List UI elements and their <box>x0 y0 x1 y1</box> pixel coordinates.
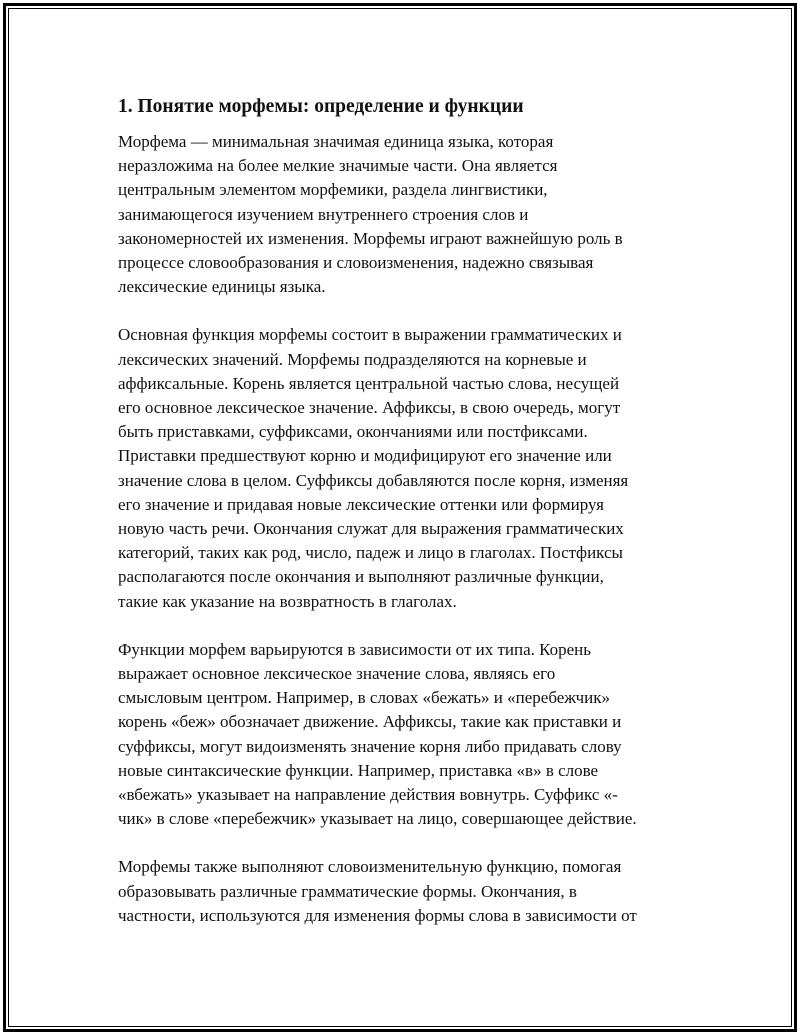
text-line: Основная функция морфемы состоит в выражении грамматических и <box>118 325 622 345</box>
text-line: категорий, таких как род, число, падеж и лицо в глаголах. Постфиксы <box>118 543 623 563</box>
text-line: лексических значений. Морфемы подразделяются на корневые и <box>118 349 587 369</box>
text-line: его основное лексическое значение. Аффиксы, в свою очередь, могут <box>118 398 621 418</box>
paragraph-2 <box>118 323 688 613</box>
text-line: неразложима на более мелкие значимые части. Она является <box>118 156 558 176</box>
text-line: частности, используются для изменения формы слова в зависимости от <box>118 905 637 925</box>
text-line: Функции морфем варьируются в зависимости от их типа. Корень <box>118 639 592 659</box>
text-line: располагаются после окончания и выполняют различные функции, <box>118 567 604 587</box>
text-line: лексические единицы языка. <box>118 277 326 297</box>
text-line: «вбежать» указывает на направление действия вовнутрь. Суффикс «- <box>118 785 618 805</box>
paragraph-3 <box>118 638 688 832</box>
text-line: выражает основное лексическое значение слова, являясь его <box>118 664 556 684</box>
text-line: значение слова в целом. Суффиксы добавляются после корня, изменяя <box>118 470 629 490</box>
paragraph-1 <box>118 130 688 299</box>
text-line: Морфема — минимальная значимая единица языка, которая <box>118 132 554 151</box>
text-line: его значение и придавая новые лексические оттенки или формируя <box>118 494 604 514</box>
text-line: занимающегося изучением внутреннего строения слов и <box>118 204 529 224</box>
text-line: новые синтаксические функции. Например, приставка «в» в слове <box>118 760 599 780</box>
document-body <box>118 94 688 952</box>
text-line: образовывать различные грамматические формы. Окончания, в <box>118 881 577 901</box>
text-line: центральным элементом морфемики, раздела лингвистики, <box>118 180 548 200</box>
text-line: Приставки предшествуют корню и модифицируют его значение или <box>118 446 612 466</box>
text-line: процессе словообразования и словоизменения, надежно связывая <box>118 253 594 273</box>
text-line: Морфемы также выполняют словоизменительную функцию, помогая <box>118 857 622 877</box>
paragraph-4 <box>118 855 688 928</box>
text-line: быть приставками, суффиксами, окончаниями или постфиксами. <box>118 422 588 442</box>
text-line: чик» в слове «перебежчик» указывает на лицо, совершающее действие. <box>118 809 637 829</box>
text-line: аффиксальные. Корень является центральной частью слова, несущей <box>118 373 620 393</box>
text-line: корень «беж» обозначает движение. Аффиксы, такие как приставки и <box>118 712 622 732</box>
section-heading: 1. Понятие морфемы: определение и функции <box>118 96 524 117</box>
text-line: такие как указание на возвратность в глаголах. <box>118 591 457 611</box>
text-line: смысловым центром. Например, в словах «бежать» и «перебежчик» <box>118 688 611 708</box>
text-line: суффиксы, могут видоизменять значение корня либо придавать слову <box>118 736 622 756</box>
text-line: новую часть речи. Окончания служат для выражения грамматических <box>118 519 624 539</box>
text-line: закономерностей их изменения. Морфемы играют важнейшую роль в <box>118 228 623 248</box>
